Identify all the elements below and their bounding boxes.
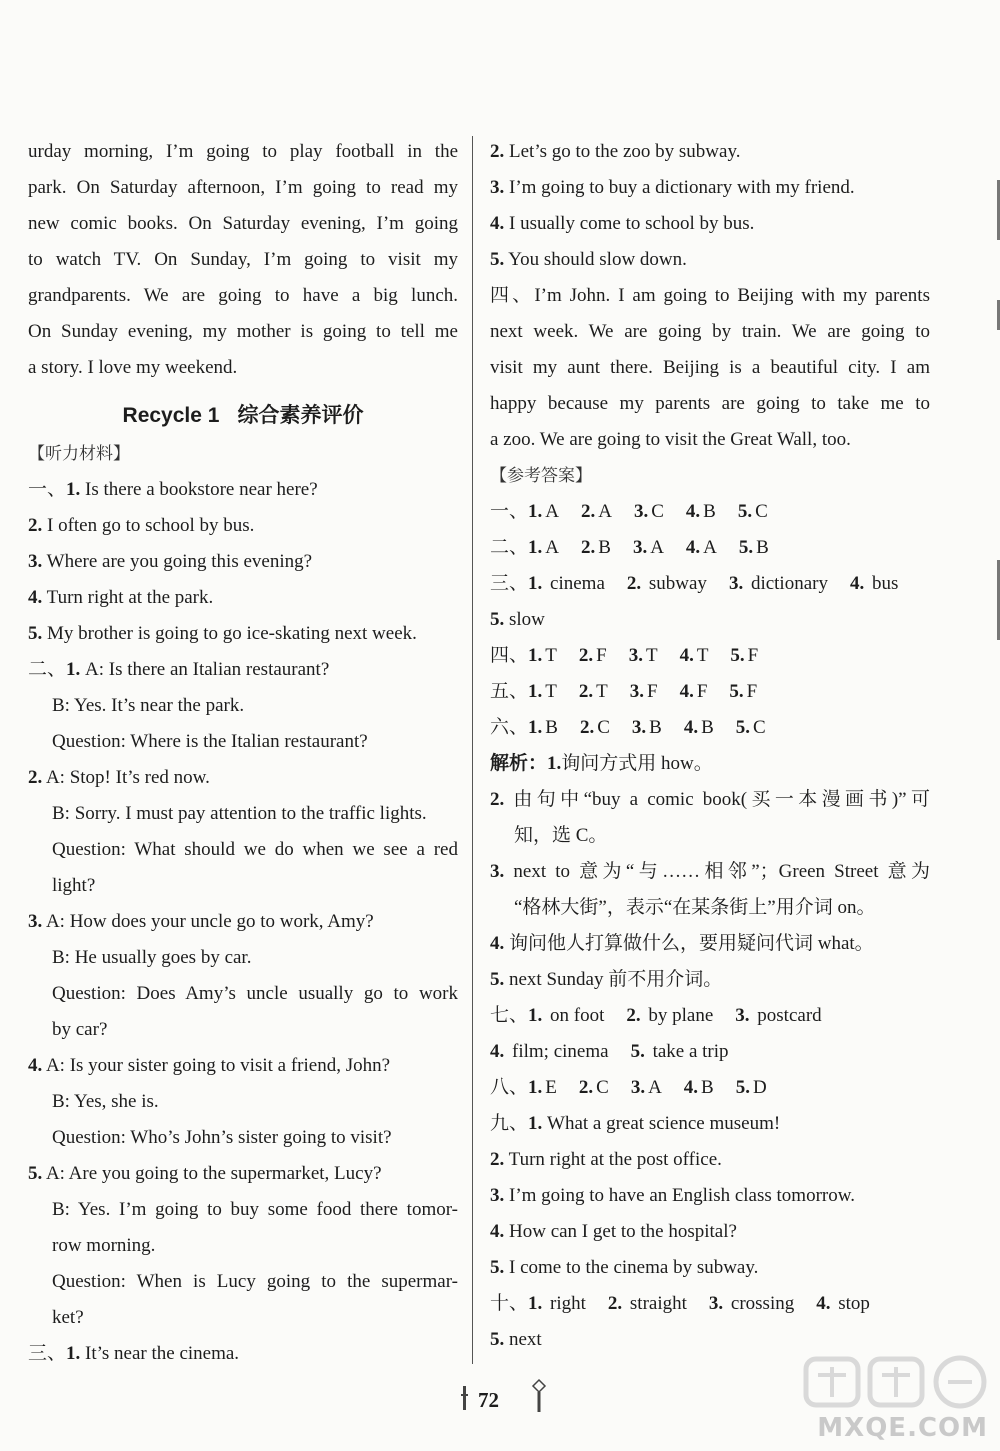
text-fragment: E — [545, 1077, 557, 1098]
list-item — [28, 616, 458, 652]
text-fragment: 4. — [685, 501, 701, 522]
text-fragment: F — [596, 645, 607, 666]
text-fragment: 5. — [737, 501, 753, 522]
text-fragment: 4. — [490, 933, 505, 954]
text-fragment: 5. — [729, 681, 744, 702]
text-fragment: B — [701, 717, 714, 738]
text-fragment: 1. — [528, 501, 543, 522]
answer-row — [490, 566, 930, 602]
text-fragment: You should slow down. — [508, 249, 687, 270]
text-fragment: T — [545, 645, 557, 666]
text-fragment: 5. — [735, 717, 751, 738]
dialogue-line: B: Yes, she is. — [52, 1091, 159, 1112]
left-column — [28, 134, 458, 1372]
analysis-line: 知，选 C。 — [514, 825, 608, 846]
page-number-left-ornament-icon — [458, 1384, 472, 1412]
text-fragment: 4. — [683, 717, 699, 738]
dialogue-line — [28, 904, 458, 940]
text-fragment: 2. — [28, 767, 43, 788]
dialogue-line — [28, 652, 458, 688]
column-divider — [472, 136, 473, 1364]
answers-label: 【参考答案】 — [490, 466, 592, 486]
answer-row — [490, 1286, 930, 1322]
text-fragment: postcard — [757, 1005, 822, 1026]
text-fragment: 2. — [578, 1077, 594, 1098]
text-fragment: 1. — [528, 537, 543, 558]
dialogue-line — [28, 1156, 458, 1192]
text-fragment: cinema — [550, 573, 605, 594]
answer-row — [490, 530, 930, 566]
question-line: by car? — [52, 1019, 108, 1040]
text-fragment: 询问方式用 how。 — [561, 753, 713, 774]
text-fragment: A — [648, 1077, 662, 1098]
question-line: light? — [52, 875, 96, 896]
text-fragment: 3. — [631, 717, 647, 738]
text-fragment: 3. — [490, 861, 505, 882]
text-fragment: 5. — [490, 1329, 505, 1350]
text-fragment: 四、 — [490, 285, 535, 306]
text-fragment: next to 意为“与……相邻”；Green Street 意为 — [513, 861, 931, 882]
answer-row — [490, 1070, 930, 1106]
text-fragment: Let’s go to the zoo by subway. — [509, 141, 741, 162]
watermark-text: MXQE.COM — [817, 1413, 988, 1443]
text-fragment: T — [545, 681, 557, 702]
text-fragment: 2. — [626, 1005, 641, 1026]
text-fragment: 5. — [490, 1257, 505, 1278]
text-fragment: A — [703, 537, 717, 558]
analysis-line — [490, 746, 930, 782]
section-subtitle: 综合素养评价 — [237, 403, 364, 427]
question-line: Question: Where is the Italian restaurant? — [52, 731, 368, 752]
dialogue-line: B: Sorry. I must pay attention to the traffic lights. — [52, 803, 427, 824]
text-fragment: 1. — [528, 573, 543, 594]
question-line: ket? — [52, 1307, 84, 1328]
text-fragment: What a great science museum! — [547, 1113, 781, 1134]
text-fragment: A: Stop! It’s red now. — [45, 767, 210, 788]
answer-row — [490, 998, 930, 1034]
text-fragment: 4. — [849, 573, 865, 594]
text-fragment: 1. — [66, 479, 81, 500]
answer-row — [490, 1250, 930, 1286]
story-line: to watch TV. On Sunday, I’m going to visit my — [28, 249, 458, 270]
text-fragment: 3. — [632, 537, 648, 558]
text-fragment: 2. — [490, 789, 505, 810]
story-line: a story. I love my weekend. — [28, 357, 238, 378]
text-fragment: 1. — [66, 1343, 81, 1364]
answer-row — [490, 638, 930, 674]
text-fragment: 3. — [490, 177, 505, 198]
story-line: urday morning, I’m going to play football in the — [28, 141, 458, 162]
text-fragment: B — [545, 717, 558, 738]
list-item — [490, 134, 930, 170]
text-fragment: My brother is going to go ice-skating next week. — [47, 623, 417, 644]
list-item — [28, 508, 458, 544]
analysis-line: “格林大街”，表示“在某条街上”用介词 on。 — [514, 897, 876, 918]
list-item — [490, 170, 930, 206]
text-fragment: I’m going to buy a dictionary with my friend. — [509, 177, 855, 198]
text-fragment: stop — [838, 1293, 870, 1314]
text-fragment: 5. — [730, 645, 745, 666]
text-fragment: C — [597, 717, 610, 738]
text-fragment: F — [646, 681, 658, 702]
text-fragment: F — [696, 681, 708, 702]
text-fragment: 1. — [528, 1005, 543, 1026]
dialogue-line — [28, 760, 458, 796]
text-fragment: 十、 — [490, 1293, 529, 1314]
answer-row — [490, 1034, 930, 1070]
text-fragment: Is there a bookstore near here? — [85, 479, 318, 500]
text-fragment: 3. — [28, 911, 43, 932]
text-fragment: subway — [648, 573, 707, 594]
text-fragment: Turn right at the post office. — [508, 1149, 722, 1170]
text-fragment: It’s near the cinema. — [85, 1343, 240, 1364]
text-fragment: 3. — [630, 1077, 646, 1098]
list-item — [490, 206, 930, 242]
text-fragment: 1. — [528, 645, 543, 666]
text-fragment: 六、 — [490, 717, 529, 738]
text-fragment: 一、 — [28, 479, 67, 500]
story-line: park. On Saturday afternoon, I’m going to read my — [28, 177, 458, 198]
text-fragment: 询问他人打算做什么，要用疑问代词 what。 — [509, 933, 874, 954]
question-line: Question: Who’s John’s sister going to visit? — [52, 1127, 392, 1148]
text-fragment: 2. — [578, 681, 594, 702]
text-fragment: T — [596, 681, 608, 702]
text-fragment: 4. — [816, 1293, 831, 1314]
text-fragment: 4. — [679, 681, 694, 702]
text-fragment: C — [596, 1077, 609, 1098]
story-line: grandparents. We are going to have a big lunch. — [28, 285, 458, 306]
answer-row — [490, 674, 930, 710]
text-fragment: 1. — [528, 1113, 543, 1134]
text-fragment: 二、 — [490, 537, 529, 558]
text-fragment: 3. — [728, 573, 744, 594]
text-fragment: I come to the cinema by subway. — [509, 1257, 759, 1278]
text-fragment: 2. — [490, 141, 505, 162]
text-fragment: Where are you going this evening? — [46, 551, 313, 572]
text-fragment: A — [545, 537, 559, 558]
text-fragment: 3. — [490, 1185, 505, 1206]
text-fragment: 4. — [490, 1041, 505, 1062]
analysis-line — [490, 962, 930, 998]
list-item — [28, 544, 458, 580]
text-fragment: next Sunday 前不用介词。 — [509, 969, 723, 990]
text-fragment: I’m John. I am going to Beijing with my parents — [534, 285, 930, 306]
text-fragment: 3. — [735, 1005, 750, 1026]
text-fragment: A: Is there an Italian restaurant? — [85, 659, 330, 680]
text-fragment: C — [651, 501, 664, 522]
answer-row — [490, 1106, 930, 1142]
text-fragment: 1. — [528, 1293, 543, 1314]
text-fragment: 1. — [528, 717, 543, 738]
answer-row — [490, 710, 930, 746]
passage-line — [490, 278, 930, 314]
text-fragment: 八、 — [490, 1077, 529, 1098]
passage-line: a zoo. We are going to visit the Great Wall, too. — [490, 429, 851, 450]
text-fragment: B — [703, 501, 716, 522]
list-item — [28, 472, 458, 508]
analysis-line — [490, 926, 930, 962]
question-line: Question: When is Lucy going to the supermar- — [52, 1271, 458, 1292]
text-fragment: bus — [871, 573, 899, 594]
text-fragment: 2. — [581, 537, 596, 558]
text-fragment: 五、 — [490, 681, 529, 702]
text-fragment: 2. — [626, 573, 642, 594]
text-fragment: D — [752, 1077, 767, 1098]
text-fragment: 1. — [66, 659, 81, 680]
text-fragment: right — [550, 1293, 586, 1314]
analysis-line — [490, 854, 930, 890]
text-fragment: next — [509, 1329, 542, 1350]
question-line: Question: Does Amy’s uncle usually go to work — [52, 983, 458, 1004]
page-number: 72 — [478, 1388, 499, 1412]
text-fragment: C — [755, 501, 768, 522]
text-fragment: B — [701, 1077, 714, 1098]
text-fragment: 2. — [578, 645, 594, 666]
dialogue-line: B: He usually goes by car. — [52, 947, 252, 968]
text-fragment: B — [598, 537, 611, 558]
text-fragment: 二、 — [28, 659, 67, 680]
analysis-line — [490, 782, 930, 818]
text-fragment: T — [696, 645, 709, 666]
list-item — [490, 242, 930, 278]
text-fragment: A: Is your sister going to visit a friend, John? — [45, 1055, 391, 1076]
text-fragment: B — [756, 537, 769, 558]
passage-line: visit my aunt there. Beijing is a beautiful city. I am — [490, 357, 930, 378]
text-fragment: 5. — [490, 609, 505, 630]
text-fragment: 3. — [28, 551, 43, 572]
text-fragment: I usually come to school by bus. — [509, 213, 755, 234]
list-item — [28, 580, 458, 616]
text-fragment: A: Are you going to the supermarket, Lucy? — [45, 1163, 382, 1184]
text-fragment: How can I get to the hospital? — [509, 1221, 737, 1242]
passage-line: happy because my parents are going to take me to — [490, 393, 930, 414]
text-fragment: F — [747, 645, 759, 666]
text-fragment: 由句中“buy a comic book(买一本漫画书)”可 — [513, 789, 930, 810]
text-fragment: 5. — [738, 537, 754, 558]
answer-row — [490, 494, 930, 530]
text-fragment: B — [649, 717, 662, 738]
text-fragment: on foot — [550, 1005, 605, 1026]
story-line: new comic books. On Saturday evening, I’m going — [28, 213, 458, 234]
text-fragment: 四、 — [490, 645, 529, 666]
text-fragment: 5. — [490, 969, 505, 990]
text-fragment: 4. — [490, 213, 505, 234]
listening-label: 【听力材料】 — [28, 444, 130, 464]
text-fragment: 5. — [490, 249, 505, 270]
text-fragment: 3. — [633, 501, 649, 522]
text-fragment: A: How does your uncle go to work, Amy? — [45, 911, 374, 932]
text-fragment: 3. — [708, 1293, 724, 1314]
text-fragment: 三、 — [490, 573, 529, 594]
text-fragment: 2. — [581, 501, 596, 522]
text-fragment: A — [650, 537, 664, 558]
text-fragment: 4. — [685, 537, 701, 558]
text-fragment: Turn right at the park. — [46, 587, 214, 608]
text-fragment: 2. — [28, 515, 43, 536]
text-fragment: film; cinema — [512, 1041, 609, 1062]
dialogue-line: B: Yes. I’m going to buy some food there tomor- — [52, 1199, 458, 1220]
text-fragment: A — [545, 501, 559, 522]
story-line: On Sunday evening, my mother is going to tell me — [28, 321, 458, 342]
text-fragment: 一、 — [490, 501, 529, 522]
answer-row — [490, 1142, 930, 1178]
answer-row — [490, 1214, 930, 1250]
section-heading — [28, 386, 458, 436]
text-fragment: slow — [509, 609, 545, 630]
text-fragment: crossing — [730, 1293, 795, 1314]
page-number-right-ornament-icon — [530, 1378, 548, 1414]
passage-line: next week. We are going by train. We are going to — [490, 321, 930, 342]
text-fragment: 3. — [628, 645, 643, 666]
text-fragment: straight — [629, 1293, 687, 1314]
text-fragment: 七、 — [490, 1005, 529, 1026]
text-fragment: 4. — [28, 587, 43, 608]
text-fragment: I often go to school by bus. — [47, 515, 255, 536]
text-fragment: C — [753, 717, 766, 738]
text-fragment: 2. — [579, 717, 595, 738]
section-title: Recycle 1 — [122, 404, 220, 427]
text-fragment: 1. — [547, 753, 562, 774]
text-fragment: 2. — [490, 1149, 505, 1170]
text-fragment: 三、 — [28, 1343, 67, 1364]
question-line: Question: What should we do when we see a red — [52, 839, 458, 860]
text-fragment: 5. — [630, 1041, 645, 1062]
text-fragment: 解析： — [490, 753, 548, 774]
text-fragment: I’m going to have an English class tomorrow. — [509, 1185, 855, 1206]
text-fragment: 1. — [528, 681, 543, 702]
text-fragment: dictionary — [750, 573, 828, 594]
dialogue-line: B: Yes. It’s near the park. — [52, 695, 245, 716]
text-fragment: T — [645, 645, 658, 666]
text-fragment: by plane — [648, 1005, 714, 1026]
text-fragment: 4. — [490, 1221, 505, 1242]
text-fragment: 1. — [528, 1077, 543, 1098]
text-fragment: 3. — [629, 681, 644, 702]
text-fragment: F — [746, 681, 758, 702]
text-fragment: 2. — [607, 1293, 623, 1314]
answer-row — [490, 1178, 930, 1214]
answer-row — [490, 602, 930, 638]
text-fragment: take a trip — [652, 1041, 729, 1062]
right-column — [490, 134, 930, 1358]
text-fragment: 5. — [735, 1077, 750, 1098]
text-fragment: 5. — [28, 623, 43, 644]
dialogue-line — [28, 1048, 458, 1084]
dialogue-line: row morning. — [52, 1235, 156, 1256]
text-fragment: 九、 — [490, 1113, 529, 1134]
text-fragment: A — [598, 501, 612, 522]
text-fragment: 4. — [679, 645, 694, 666]
text-fragment: 4. — [28, 1055, 43, 1076]
list-item — [28, 1336, 458, 1372]
text-fragment: 5. — [28, 1163, 43, 1184]
text-fragment: 4. — [683, 1077, 699, 1098]
